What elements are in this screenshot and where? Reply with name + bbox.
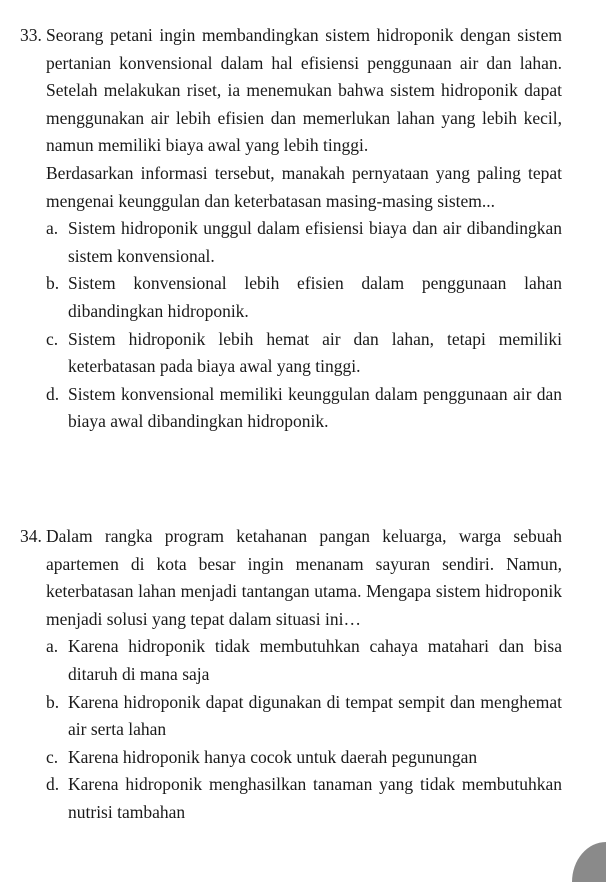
option-text: Sistem hidroponik lebih hemat air dan lahan, tetapi memiliki keterbatasan pada biaya awal yang tinggi.	[68, 328, 562, 377]
option-letter: d.	[46, 383, 60, 404]
option-b[interactable]	[0, 689, 606, 744]
option-text: Karena hidroponik dapat digunakan di tempat sempit dan menghemat air serta lahan	[68, 691, 562, 740]
question-paragraph: Seorang petani ingin membandingkan sistem hidroponik dengan sistem pertanian konvensional dalam hal efisiensi penggunaan air dan lahan. Setelah melakukan riset, ia menemukan bahwa sistem hidroponik dapat menggunakan air lebih efisien dan memerlukan lahan yang lebih kecil, namun memiliki biaya awal yang lebih tinggi.	[46, 25, 562, 156]
option-text: Sistem konvensional lebih efisien dalam penggunaan lahan dibandingkan hidroponik.	[68, 273, 562, 321]
question-stem	[0, 22, 606, 215]
option-text: Karena hidroponik menghasilkan tanaman yang tidak membutuhkan nutrisi tambahan	[68, 774, 562, 822]
option-letter: c.	[46, 328, 59, 349]
option-letter: a.	[46, 636, 59, 657]
option-letter: c.	[46, 746, 59, 767]
option-letter: b.	[46, 691, 60, 712]
question-number: 34.	[20, 526, 42, 546]
option-letter: a.	[46, 218, 59, 239]
question-number: 33.	[20, 25, 42, 45]
page-corner-decoration	[572, 842, 606, 882]
question-34	[0, 523, 606, 827]
option-text: Karena hidroponik tidak membutuhkan cahaya matahari dan bisa ditaruh di mana saja	[68, 636, 562, 684]
question-33	[0, 22, 606, 436]
question-paragraph: Dalam rangka program ketahanan pangan keluarga, warga sebuah apartemen di kota besar ingin menanam sayuran sendiri. Namun, keterbatasan lahan menjadi tantangan utama. Mengapa sistem hidroponik menjadi solusi yang tepat dalam situasi ini…	[46, 526, 562, 629]
question-stem	[0, 523, 606, 633]
option-d[interactable]	[0, 771, 606, 826]
option-text: Sistem konvensional memiliki keunggulan dalam penggunaan air dan biaya awal dibandingkan hidroponik.	[68, 383, 562, 432]
option-a[interactable]	[0, 215, 606, 270]
question-prompt: Berdasarkan informasi tersebut, manakah pernyataan yang paling tepat mengenai keunggulan dan keterbatasan masing-masing sistem...	[46, 162, 562, 211]
option-a[interactable]	[0, 633, 606, 688]
option-c[interactable]	[0, 744, 606, 772]
option-text: Sistem hidroponik unggul dalam efisiensi biaya dan air dibandingkan sistem konvensional.	[68, 218, 562, 266]
option-letter: b.	[46, 273, 60, 294]
answer-options	[0, 215, 606, 436]
option-letter: d.	[46, 774, 60, 795]
option-text: Karena hidroponik hanya cocok untuk daerah pegunungan	[68, 746, 478, 767]
option-b[interactable]	[0, 270, 606, 325]
answer-options	[0, 633, 606, 826]
option-d[interactable]	[0, 381, 606, 436]
option-c[interactable]	[0, 326, 606, 381]
